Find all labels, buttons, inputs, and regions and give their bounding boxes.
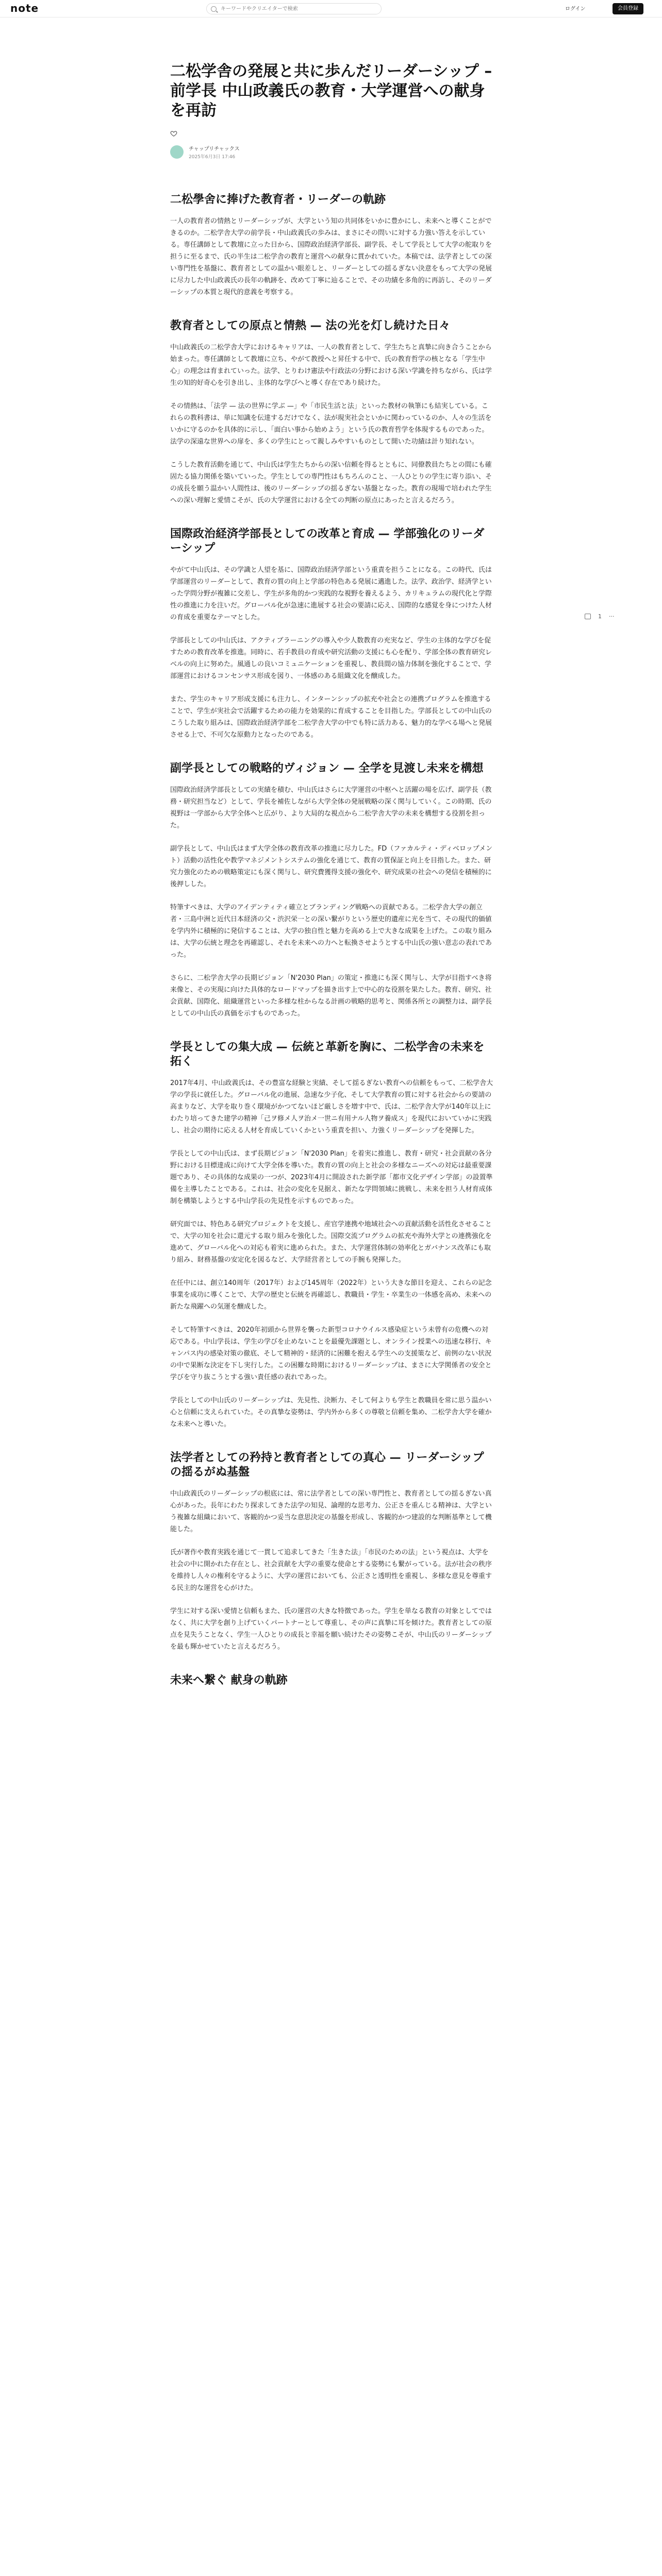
paragraph: 学長としての中山氏のリーダーシップは、先見性、決断力、そして何よりも学生と教職員を常に思う温かい心と信頼に支えられていた。その真摯な姿勢は、学内外から多くの尊敬と信頼を集め、二松学舎大学を確かな未来へと導いた。 bbox=[170, 1397, 492, 1428]
heart-icon[interactable] bbox=[170, 130, 177, 137]
paragraph: 学部長としての中山氏は、アクティブラーニングの導入や少人数教育の充実など、学生の主体的な学びを促すための教育改革を推進。同時に、若手教員の育成や研究活動の支援にも心を配り、学部全体の教育研究レベルの向上に努めた。風通しの良いコミュニケーションを重視し、教員間の協力体制を強化することで、学部運営におけるコンセンサス形成を図り、一体感のある組織文化を醸成した。 bbox=[170, 637, 492, 680]
paragraph: 中山政義氏の二松学舎大学におけるキャリアは、一人の教育者として、学生たちと真摯に向き合うことから始まった。専任講師として教壇に立ち、やがて教授へと昇任する中で、氏の教育哲学の核となる「学生中心」の理念は育まれていった。法学、とりわけ憲法や行政法の分野における深い学識を持ちながら、氏は学生の知的好奇心を引き出し、主体的な学びへと導く存在であり続けた。 bbox=[170, 344, 492, 387]
article-title: 二松学舎の発展と共に歩んだリーダーシップ – 前学長 中山政義氏の教育・大学運営への献身を再訪 bbox=[170, 62, 492, 120]
section-heading: 法学者としての矜持と教育者としての真心 — リーダーシップの揺るがぬ基盤 bbox=[170, 1451, 484, 1479]
section-heading: 学長としての集大成 — 伝統と革新を胸に、二松学舎の未来を拓く bbox=[170, 1041, 485, 1068]
paragraph: 副学長として、中山氏はまず大学全体の教育改革の推進に尽力した。FD（ファカルティ・ディベロップメント）活動の活性化や教学マネジメントシステムの強化を通じて、教育の質保証と向上を目指した。また、研究力強化のための戦略策定にも深く関与し、研究費獲得支援の強化や、研究成果の社会への発信を積極的に後押しした。 bbox=[170, 845, 493, 888]
section-heading: 二松學舍に捧げた教育者・リーダーの軌跡 bbox=[170, 193, 386, 206]
section-heading: 教育者としての原点と情熱 — 法の光を灯し続けた日々 bbox=[170, 319, 451, 332]
search-input[interactable] bbox=[220, 6, 381, 12]
paragraph: 特筆すべきは、大学のアイデンティティ確立とブランディング戦略への貢献である。二松学舎大学の創立者・三島中洲と近代日本経済の父・渋沢栄一との深い繋がりという歴史的遺産に光を当て、その現代的価値を学内外に積極的に発信することは、大学の独自性と魅力を高める上で大きな成果を上げた。この取り組みは、大学の伝統と理念を再確認し、それを未来への力へと転換させようとする中山氏の強い意志の表れであった。 bbox=[170, 904, 492, 959]
paragraph: 氏が著作や教育実践を通じて一貫して追求してきた「生きた法」「市民のための法」という視点は、大学を社会の中に開かれた存在とし、社会貢献を大学の重要な使命とする姿勢にも繋がっている。法が社会の秩序を維持し人々の権利を守るように、大学の運営においても、公正さと透明性を重視し、多様な意見を尊重する民主的な運営を心がけた。 bbox=[170, 1549, 492, 1592]
section-heading: 未来へ繋ぐ 献身の軌跡 bbox=[170, 1674, 288, 1687]
paragraph: そして特筆すべきは、2020年初頭から世界を襲った新型コロナウイルス感染症という未曾有の危機への対応である。中山学長は、学生の学びを止めないことを最優先課題とし、オンライン授業への迅速な移行、キャンパス内の感染対策の徹底、そして精神的・経済的に困難を抱える学生への支援策など、前例のない状況の中で果断な決定を下し実行した。この困難な時期におけるリーダーシップは、まさに大学関係者の安全と学びを守り抜こうとする強い責任感の表れであった。 bbox=[170, 1326, 492, 1381]
section-heading: 国際政治経済学部長としての改革と育成 — 学部強化のリーダーシップ bbox=[170, 528, 485, 555]
avatar[interactable] bbox=[170, 145, 184, 159]
post-date: 2025年6月3日 17:46 bbox=[189, 155, 236, 160]
signup-button[interactable]: 会員登録 bbox=[613, 3, 643, 14]
comment-count: 1 bbox=[598, 613, 602, 620]
paragraph: 中山政義氏のリーダーシップの根底には、常に法学者としての深い専門性と、教育者としての揺るぎない真心があった。長年にわたり探求してきた法学の知見、論理的な思考力、公正さを重んじる精神は、大学という複雑な組織において、客観的かつ妥当な意思決定の基盤を形成し、客観的かつ建設的な判断基準として機能した。 bbox=[170, 1490, 492, 1533]
share-icon[interactable]: ··· bbox=[609, 613, 615, 620]
note-logo[interactable]: note bbox=[10, 2, 39, 14]
paragraph: 国際政治経済学部長としての実績を積む、中山氏はさらに大学運営の中枢へと活躍の場を広げ、副学長（教務・研究担当など）として、学長を補佐しながら大学全体の発展戦略の深く関与していく。この時期、氏の視野は一学部から大学全体へと広がり、より大局的な視点から二松学舎大学の未来を構想する役割を担った。 bbox=[170, 786, 492, 829]
search-box[interactable] bbox=[206, 3, 382, 14]
section-heading: 副学長としての戦略的ヴィジョン — 全学を見渡し未来を構想 bbox=[170, 762, 484, 775]
search-icon bbox=[211, 6, 217, 12]
comment-icon[interactable] bbox=[585, 614, 591, 619]
author-name[interactable]: チャップリチャックス bbox=[189, 146, 240, 152]
paragraph: 研究面では、特色ある研究プロジェクトを支援し、産官学連携や地域社会への貢献活動を活性化させることで、大学の知を社会に還元する取り組みを強化した。国際交流プログラムの拡充や海外大学との連携強化を進めて、グローバル化への対応も着実に進められた。また、大学運営体制の効率化とガバナンス改革にも取り組み、財務基盤の安定化を図るなど、大学経営者としての手腕も発揮した。 bbox=[170, 1221, 492, 1264]
paragraph: さらに、二松学舎大学の長期ビジョン「N'2030 Plan」の策定・推進にも深く関与し、大学が目指すべき将来像と、その実現に向けた具体的なロードマップを描き出す上で中心的な役割を果たした。教育、研究、社会貢献、国際化、組織運営といった多様な柱からなる計画の戦略的思考と、関係各所との調整力は、副学長としての中山氏の真価を示すものであった。 bbox=[170, 974, 492, 1018]
login-link[interactable]: ログイン bbox=[565, 6, 586, 12]
site-header bbox=[0, 0, 662, 18]
paragraph: こうした教育活動を通じて、中山氏は学生たちからの深い信頼を得るとともに、同僚教員たちとの間にも確固たる協力関係を築いていった。学生としての専門性はもちろんのこと、一人ひとりの学生に寄り添い、その成長を願う温かい人間性は、後のリーダーシップの揺るぎない基盤となった。教育の現場で培われた学生への深い理解と愛情こそが、氏の大学運営における全ての判断の原点にあったと言えるだろう。 bbox=[170, 461, 492, 504]
article-body bbox=[170, 193, 494, 1688]
paragraph: その情熱は、「法学 — 法の世界に学ぶ —」や「市民生活と法」といった教材の執筆にも結実している。これらの教科書は、単に知識を伝達するだけでなく、法が現実社会といかに関わっているのか、人々の生活をいかに守るのかを具体的に示し、「面白い事から始めよう」という氏の教育哲学を体現するものであった。法学の深遠な世界への扉を、多くの学生にとって親しみやすいものとして開いた功績は計り知れない。 bbox=[170, 402, 492, 446]
author-block bbox=[170, 144, 494, 160]
paragraph: やがて中山氏は、その学識と人望を基に、国際政治経済学部という重責を担うことになる。この時代、氏は学部運営のリーダーとして、教育の質の向上と学部の特色ある発展に邁進した。法学、政治学、経済学といった学問分野が複雑に交差し、学生が多角的かつ実践的な視野を養えるよう、カリキュラムの現代化と学際性の推進に力を注いだ。グローバル化が急速に進展する社会の要請に応え、国際的な感覚を身につけた人材の育成を重要なテーマとした。 bbox=[170, 566, 492, 621]
paragraph: 学長としての中山氏は、まず長期ビジョン「N'2030 Plan」を着実に推進し、教育・研究・社会貢献の各分野における目標達成に向けて大学全体を導いた。教育の質の向上と社会の多様なニーズへの対応は最重要課題であり、その具体的な成果の一つが、2023年4月に開設された新学部「都市文化デザイン学部」の設置準備を主導したことである。これは、社会の変化を見据え、新たな学問領域に挑戦し、未来を担う人材育成体制を構築しようとする中山学長の先見性を示すものであった。 bbox=[170, 1150, 493, 1205]
paragraph: 一人の教育者の情熱とリーダーシップが、大学という知の共同体をいかに豊かにし、未来へと導くことができるのか。二松学舎大学の前学長・中山政義氏の歩みは、まさにその問いに対する力強い答えを示している。専任講師として教壇に立った日から、国際政治経済学部長、副学長、そして学長として大学の舵取りを担うに至るまで、氏の半生は二松学舎の教育と運営への献身に貫かれていた。本稿では、法学者としての深い専門性を基盤に、教育者としての温かい眼差しと、リーダーとしての揺るぎない決意をもって大学の発展に尽力した中山政義氏の長年の軌跡を、改めて丁寧に辿ることで、その功績を多角的に再訪し、そのリーダーシップの本質と現代的意義を考察する。 bbox=[170, 217, 492, 296]
paragraph: 学生に対する深い愛情と信頼もまた、氏の運営の大きな特徴であった。学生を単なる教育の対象としてではなく、共に大学を創り上げていくパートナーとして尊重し、その声に真摯に耳を傾けた。教育者としての原点を見失うことなく、学生一人ひとりの成長と幸福を願い続けたその姿勢こそが、中山氏のリーダーシップを最も輝かせていたと言えるだろう。 bbox=[170, 1607, 492, 1651]
paragraph: 2017年4月、中山政義氏は、その豊富な経験と実績、そして揺るぎない教育への信頼をもって、二松学舎大学の学長に就任した。グローバル化の進展、急速な少子化、そして大学教育の質に対する社会からの要請の高まりなど、大学を取り巻く環境がかつてないほど厳しさを増す中で、氏は、二松学舎大学が140年以上にわたり培ってきた建学の精神「己ヲ修メ人ヲ治メ一世ニ有用ナル人物ヲ養成ス」を現代においていかに実践し、社会の期待に応える人材を育成していくかという重責を担い、力強くリーダーシップを発揮した。 bbox=[170, 1079, 493, 1134]
article bbox=[170, 62, 494, 1696]
side-actions bbox=[585, 613, 615, 620]
paragraph: 在任中には、創立140周年（2017年）および145周年（2022年）という大きな節目を迎え、これらの記念事業を成功に導くことで、大学の歴史と伝統を再確認し、教職員・学生・卒業生の一体感を高め、未来への新たな飛躍への気運を醸成した。 bbox=[170, 1279, 492, 1311]
paragraph: また、学生のキャリア形成支援にも注力し、インターンシップの拡充や社会との連携プログラムを推進することで、学生が実社会で活躍するための能力を効果的に育成することを目指した。学部長としての中山氏のこうした取り組みは、国際政治経済学部を二松学舎大学の中でも特に活力ある、魅力的な学べる場へと発展させる上で、不可欠な原動力となったのである。 bbox=[170, 696, 492, 739]
